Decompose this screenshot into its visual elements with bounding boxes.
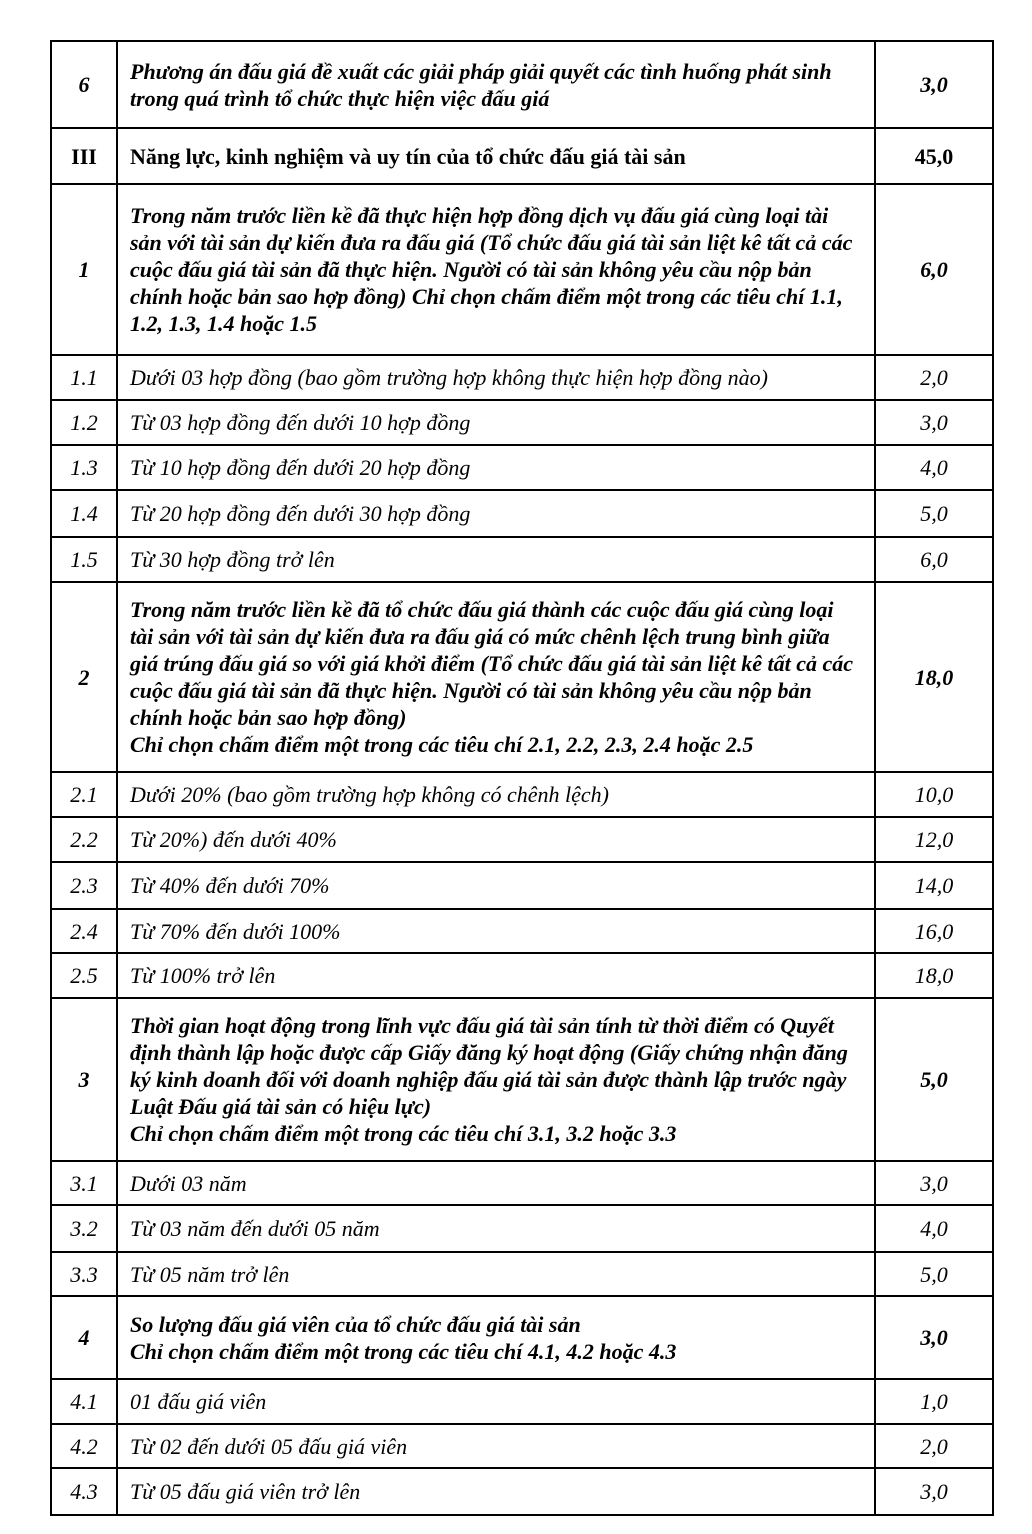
criterion-description [117,1205,875,1252]
criteria-row [51,817,993,862]
criterion-text-line: Trong năm trước liền kề đã thực hiện hợp đồng dịch vụ đấu giá cùng loại tài sản với tài sản dự kiến đưa ra đấu giá (Tổ chức đấu giá tài sản liệt kê tất cả các cuộc đấu giá tài sản đã thực hiện. Người có tài sản không yêu cầu nộp bản chính hoặc bản sao hợp đồng) Chỉ chọn chấm điểm một trong các tiêu chí 1.1, 1.2, 1.3, 1.4 hoặc 1.5 [130,203,853,336]
criteria-row [51,1296,993,1379]
criterion-text-line: Từ 70% đến dưới 100% [130,918,341,944]
criterion-text-line: Từ 30 hợp đồng trở lên [130,547,335,572]
criterion-text-line: Trong năm trước liền kề đã tổ chức đấu giá thành các cuộc đấu giá cùng loại tài sản với tài sản dự kiến đưa ra đấu giá có mức chênh lệch trung bình giữa giá trúng đấu giá so với giá khởi điểm (Tổ chức đấu giá tài sản liệt kê tất cả các cuộc đấu giá tài sản đã thực hiện. Người có tài sản không yêu cầu nộp bản chính hoặc bản sao hợp đồng) [130,597,854,730]
criteria-table-body [51,41,993,1515]
criteria-row [51,490,993,537]
criterion-description [117,772,875,817]
criterion-text-line: Từ 05 đấu giá viên trở lên [130,1479,361,1504]
criterion-text-line: Chỉ chọn chấm điểm một trong các tiêu chí 3.1, 3.2 hoặc 3.3 [130,1121,677,1146]
criterion-description [117,1468,875,1515]
criterion-number: 4.1 [51,1379,117,1424]
criterion-number: 1.2 [51,400,117,445]
criterion-number: 2.2 [51,817,117,862]
criterion-description [117,998,875,1161]
criteria-row [51,1252,993,1296]
criterion-number: 4.2 [51,1424,117,1468]
criterion-number: 1 [51,184,117,355]
criteria-row [51,537,993,582]
criterion-text-line: Từ 03 hợp đồng đến dưới 10 hợp đồng [130,410,471,435]
criterion-description [117,400,875,445]
criterion-text-line: Dưới 03 năm [130,1170,247,1196]
criterion-text-line: Phương án đấu giá đề xuất các giải pháp giải quyết các tình huống phát sinh trong quá trình tổ chức thực hiện việc đấu giá [130,58,832,111]
criteria-row [51,184,993,355]
criterion-text-line: Từ 40% đến dưới 70% [130,873,330,898]
criterion-score: 5,0 [875,1252,993,1296]
criterion-description [117,355,875,400]
criterion-number: 4 [51,1296,117,1379]
criterion-description [117,1379,875,1424]
criterion-score: 6,0 [875,184,993,355]
criteria-row [51,582,993,772]
criterion-text-line: Từ 20%) đến dưới 40% [130,827,337,852]
criterion-text-line: Chỉ chọn chấm điểm một trong các tiêu chí 2.1, 2.2, 2.3, 2.4 hoặc 2.5 [130,732,754,757]
criteria-row [51,998,993,1161]
criterion-description [117,953,875,998]
criterion-number: 1.1 [51,355,117,400]
criterion-number: 3.1 [51,1161,117,1205]
criterion-text-line: Thời gian hoạt động trong lĩnh vực đấu giá tài sản tính từ thời điểm có Quyết định thành lập hoặc được cấp Giấy đăng ký hoạt động (Giấy chứng nhận đăng ký kinh doanh đối với doanh nghiệp đấu giá tài sản được thành lập trước ngày Luật Đấu giá tài sản có hiệu lực) [130,1013,848,1119]
criterion-number: 4.3 [51,1468,117,1515]
criteria-row [51,445,993,490]
criterion-description [117,41,875,128]
criterion-description [117,909,875,953]
criterion-description [117,1296,875,1379]
criterion-score: 16,0 [875,909,993,953]
criterion-score: 5,0 [875,490,993,537]
criterion-score: 12,0 [875,817,993,862]
criterion-description [117,862,875,909]
criterion-text-line: Năng lực, kinh nghiệm và uy tín của tổ chức đấu giá tài sản [130,143,686,169]
criterion-score: 5,0 [875,998,993,1161]
criterion-description [117,128,875,184]
criterion-score: 18,0 [875,953,993,998]
criteria-row [51,400,993,445]
criterion-score: 4,0 [875,1205,993,1252]
criterion-number: 2.1 [51,772,117,817]
criterion-score: 1,0 [875,1379,993,1424]
criterion-score: 3,0 [875,400,993,445]
criteria-row [51,953,993,998]
criterion-text-line: Từ 03 năm đến dưới 05 năm [130,1216,380,1241]
criterion-text-line: Từ 100% trở lên [130,963,276,988]
criteria-row [51,1379,993,1424]
criterion-text-line: Dưới 03 hợp đồng (bao gồm trường hợp không thực hiện hợp đồng nào) [130,365,768,390]
criterion-score: 45,0 [875,128,993,184]
criterion-description [117,1424,875,1468]
criterion-text-line: Từ 02 đến dưới 05 đấu giá viên [130,1433,408,1459]
criteria-row [51,772,993,817]
criteria-row [51,1205,993,1252]
criteria-row [51,41,993,128]
criterion-score: 18,0 [875,582,993,772]
criterion-score: 2,0 [875,355,993,400]
criterion-description [117,445,875,490]
criterion-number: 1.3 [51,445,117,490]
criterion-description [117,184,875,355]
criterion-number: 3.3 [51,1252,117,1296]
criterion-score: 3,0 [875,1468,993,1515]
criterion-score: 2,0 [875,1424,993,1468]
criteria-row [51,1468,993,1515]
criterion-score: 6,0 [875,537,993,582]
criterion-text-line: Chỉ chọn chấm điểm một trong các tiêu chí 4.1, 4.2 hoặc 4.3 [130,1338,677,1364]
criterion-number: 3.2 [51,1205,117,1252]
criterion-score: 14,0 [875,862,993,909]
criterion-number: 1.4 [51,490,117,537]
criterion-number: 6 [51,41,117,128]
criterion-score: 3,0 [875,1161,993,1205]
criterion-description [117,537,875,582]
criterion-number: 2.5 [51,953,117,998]
criterion-text-line: So lượng đấu giá viên của tổ chức đấu giá tài sản [130,1311,581,1337]
criterion-description [117,1252,875,1296]
criterion-number: III [51,128,117,184]
criterion-text-line: Từ 05 năm trở lên [130,1261,290,1287]
criterion-text-line: Từ 20 hợp đồng đến dưới 30 hợp đồng [130,501,471,526]
criterion-number: 2.3 [51,862,117,909]
criteria-row [51,909,993,953]
criteria-table [50,40,994,1516]
criterion-text-line: Từ 10 hợp đồng đến dưới 20 hợp đồng [130,455,471,480]
criteria-row [51,862,993,909]
criterion-text-line: Dưới 20% (bao gồm trường hợp không có chênh lệch) [130,782,609,807]
criterion-number: 2 [51,582,117,772]
criterion-description [117,817,875,862]
criterion-description [117,582,875,772]
criteria-row [51,1161,993,1205]
criterion-score: 3,0 [875,1296,993,1379]
criterion-score: 4,0 [875,445,993,490]
criterion-description [117,490,875,537]
criterion-text-line: 01 đấu giá viên [130,1389,267,1414]
criteria-row [51,1424,993,1468]
criteria-row [51,355,993,400]
criteria-row [51,128,993,184]
criterion-number: 3 [51,998,117,1161]
criterion-number: 2.4 [51,909,117,953]
criterion-score: 3,0 [875,41,993,128]
criterion-score: 10,0 [875,772,993,817]
criterion-description [117,1161,875,1205]
criterion-number: 1.5 [51,537,117,582]
